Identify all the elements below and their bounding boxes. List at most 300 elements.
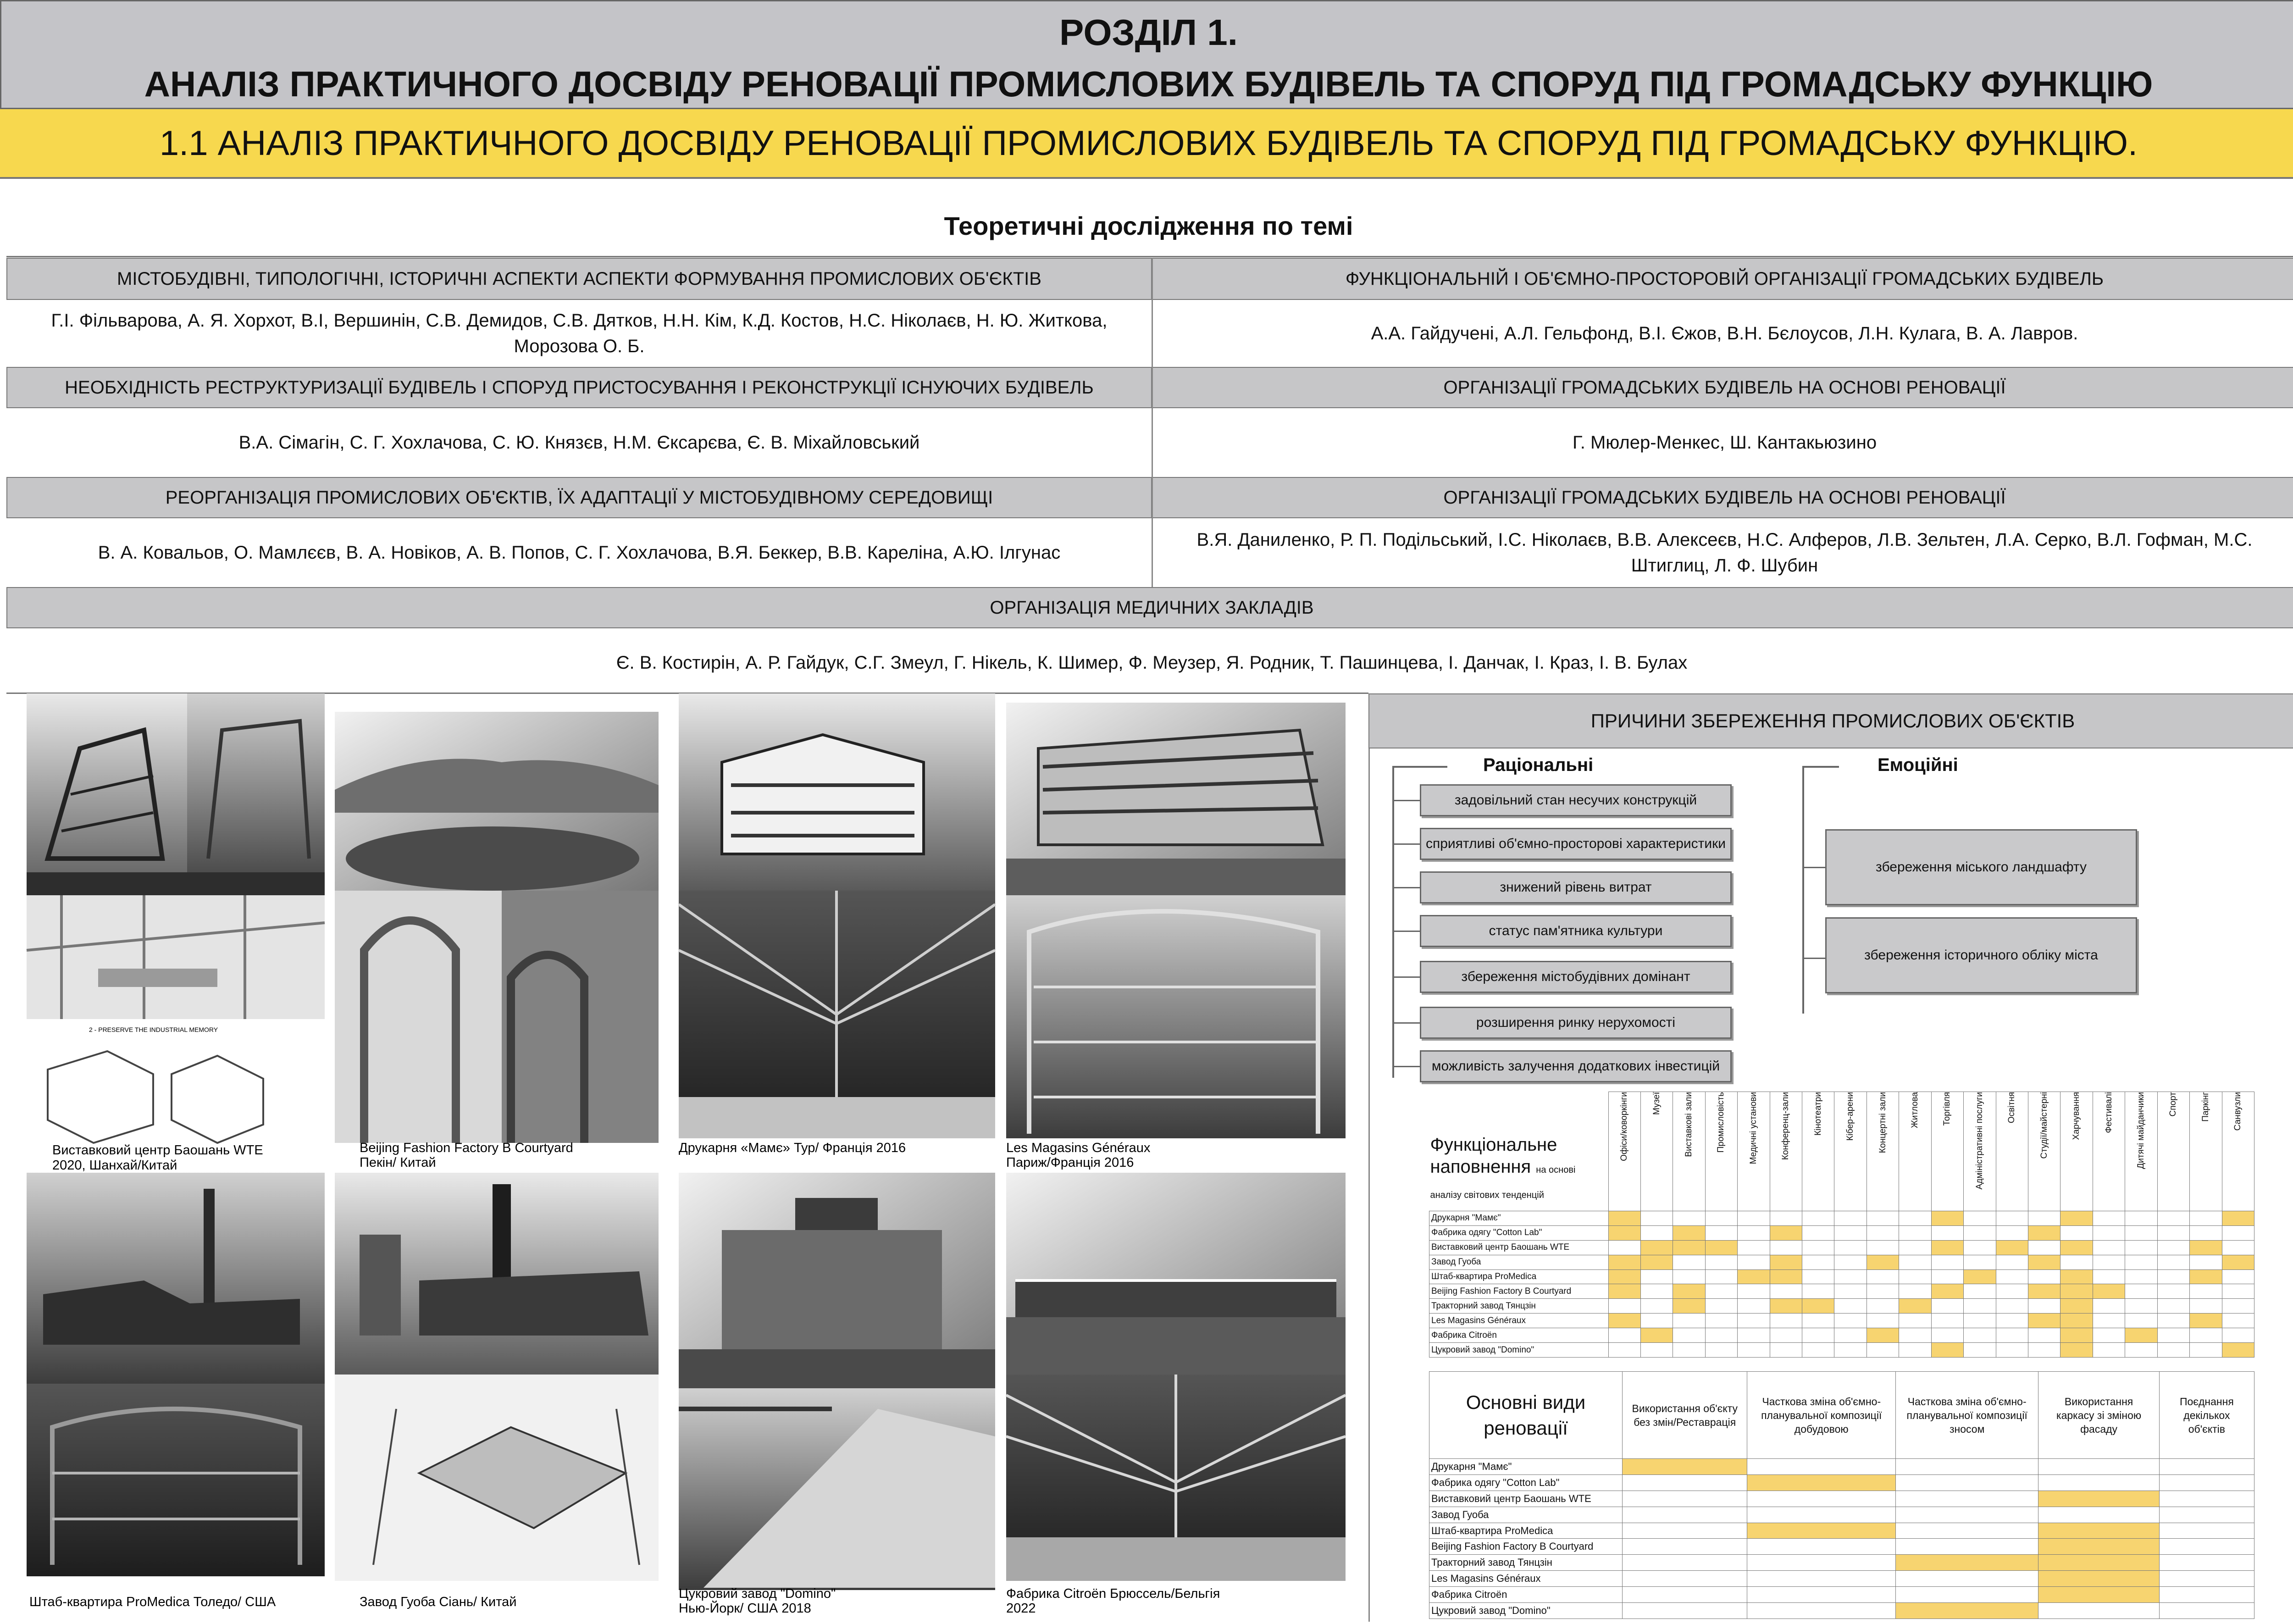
renovation-cell — [1895, 1571, 2038, 1587]
functional-cell — [1802, 1255, 1834, 1269]
rational-reason: статус пам'ятника культури — [1420, 915, 1732, 947]
functional-column-header: Офіси/коворкінги — [1608, 1092, 1640, 1211]
renovation-column-header: Часткова зміна об'ємно-планувальної композиції добудовою — [1747, 1372, 1895, 1459]
functional-cell — [1834, 1284, 1867, 1299]
functional-cell — [1738, 1284, 1770, 1299]
functional-table — [1429, 1092, 2254, 1358]
functional-cell — [1608, 1240, 1640, 1255]
renovation-table-row — [1429, 1459, 2254, 1475]
functional-cell — [2093, 1269, 2125, 1284]
functional-cell — [1964, 1211, 1996, 1226]
theory-r3-right-heading: ОРГАНІЗАЦІЇ ГРОМАДСЬКИХ БУДІВЕЛЬ НА ОСНОВІ РЕНОВАЦІЇ — [1152, 477, 2293, 518]
renovation-table-row — [1429, 1603, 2254, 1619]
functional-cell — [1834, 1240, 1867, 1255]
functional-cell-marked — [1867, 1328, 1899, 1343]
renovation-table-title: Основні види реновації — [1429, 1372, 1623, 1459]
functional-cell — [2157, 1314, 2189, 1328]
functional-cell — [2028, 1269, 2060, 1284]
caption-citroen-line1: Фабрика Citroën Брюссель/Бельгія — [1006, 1586, 1220, 1601]
renovation-table-row — [1429, 1571, 2254, 1587]
caption-domino-line2: Нью-Йорк/ США 2018 — [679, 1601, 811, 1616]
theory-r1-right-heading: ФУНКЦІОНАЛЬНІЙ І ОБ'ЄМНО-ПРОСТОРОВІЙ ОРГАНІЗАЦІЇ ГРОМАДСЬКИХ БУДІВЕЛЬ — [1152, 258, 2293, 300]
renovation-cell — [2159, 1539, 2254, 1555]
functional-row-label: Виставковий центр Баошань WTE — [1429, 1240, 1609, 1255]
functional-cell — [2028, 1328, 2060, 1343]
rational-reason: розширення ринку нерухомості — [1420, 1007, 1732, 1039]
functional-column-header: Дитячі майданчики — [2125, 1092, 2157, 1211]
functional-cell-marked — [1640, 1255, 1673, 1269]
functional-cell-marked — [1608, 1225, 1640, 1240]
functional-table-row — [1429, 1240, 2254, 1255]
functional-cell — [1738, 1328, 1770, 1343]
renovation-cell — [1895, 1587, 2038, 1603]
renovation-cell — [2159, 1474, 2254, 1491]
rational-connector — [1392, 1066, 1420, 1067]
functional-cell — [1834, 1225, 1867, 1240]
functional-cell-marked — [1608, 1269, 1640, 1284]
functional-row-label: Фабрика одягу "Cotton Lab" — [1429, 1225, 1609, 1240]
functional-cell — [2125, 1240, 2157, 1255]
renovation-cell-marked — [2038, 1587, 2159, 1603]
functional-cell — [1834, 1314, 1867, 1328]
rational-connector — [1392, 931, 1420, 932]
functional-cell — [1673, 1314, 1705, 1328]
functional-row-label: Штаб-квартира ProMedica — [1429, 1269, 1609, 1284]
functional-cell — [1996, 1284, 2028, 1299]
functional-column-header: Адміністративні послуги — [1964, 1092, 1996, 1211]
renovation-cell — [1895, 1539, 2038, 1555]
functional-cell — [1931, 1314, 1963, 1328]
renovation-cell — [1895, 1523, 2038, 1539]
emotional-branch-line — [1802, 766, 1804, 1014]
renovation-cell-marked — [2038, 1571, 2159, 1587]
functional-cell — [1802, 1240, 1834, 1255]
renovation-cell — [2038, 1474, 2159, 1491]
renovation-table-row — [1429, 1539, 2254, 1555]
functional-cell — [1705, 1225, 1737, 1240]
functional-cell — [1867, 1211, 1899, 1226]
functional-table-row — [1429, 1343, 2254, 1358]
functional-cell — [1770, 1343, 1802, 1358]
functional-cell — [1931, 1299, 1963, 1314]
functional-cell — [1705, 1255, 1737, 1269]
theory-r2-right-heading: ОРГАНІЗАЦІЇ ГРОМАДСЬКИХ БУДІВЕЛЬ НА ОСНОВІ РЕНОВАЦІЇ — [1152, 367, 2293, 408]
functional-cell — [1738, 1225, 1770, 1240]
renovation-column-header: Часткова зміна об'ємно-планувальної композиції зносом — [1895, 1372, 2038, 1459]
functional-cell — [2157, 1240, 2189, 1255]
functional-cell — [1899, 1284, 1931, 1299]
functional-cell-marked — [1931, 1284, 1963, 1299]
functional-cell-marked — [1705, 1240, 1737, 1255]
renovation-cell — [2159, 1555, 2254, 1571]
functional-cell-marked — [2028, 1284, 2060, 1299]
functional-column-header: Житлова — [1899, 1092, 1931, 1211]
emotional-reason: збереження історичного обліку міста — [1825, 917, 2137, 993]
renovation-row-label: Штаб-квартира ProMedica — [1429, 1523, 1623, 1539]
functional-cell — [1899, 1269, 1931, 1284]
functional-cell — [2157, 1343, 2189, 1358]
functional-cell — [1899, 1211, 1931, 1226]
renovation-row-label: Цукровий завод "Domino" — [1429, 1603, 1623, 1619]
theory-r4-authors: Є. В. Костирін, А. Р. Гайдук, С.Г. Змеул, Г. Нікель, К. Шимер, Ф. Меузер, Я. Родник, Т. Пашинцева, І. Данчак, І. Краз, І. В. Булах — [616, 653, 1688, 673]
renovation-cell-marked — [1623, 1459, 1747, 1475]
functional-cell — [2060, 1225, 2093, 1240]
functional-cell-marked — [2222, 1211, 2254, 1226]
photo-magasins-generaux — [1006, 703, 1346, 1138]
renovation-cell — [1747, 1555, 1895, 1571]
functional-row-label: Завод Гуоба — [1429, 1255, 1609, 1269]
theory-r3-left-heading: РЕОРГАНІЗАЦІЯ ПРОМИСЛОВИХ ОБ'ЄКТІВ, ЇХ АДАПТАЦІЇ У МІСТОБУДІВНОМУ СЕРЕДОВИЩІ — [6, 477, 1152, 518]
functional-cell — [1931, 1328, 1963, 1343]
renovation-cell — [1623, 1474, 1747, 1491]
rational-branch-cap — [1392, 766, 1447, 768]
renovation-cell — [1623, 1491, 1747, 1507]
functional-cell — [1738, 1211, 1770, 1226]
functional-cell — [1738, 1343, 1770, 1358]
photo-mame-printing-house — [679, 693, 995, 1138]
functional-cell — [1705, 1314, 1737, 1328]
functional-cell — [2028, 1240, 2060, 1255]
theory-r1-left-heading: МІСТОБУДІВНІ, ТИПОЛОГІЧНІ, ІСТОРИЧНІ АСПЕКТИ АСПЕКТИ ФОРМУВАННЯ ПРОМИСЛОВИХ ОБ'ЄКТІВ — [6, 258, 1152, 300]
functional-cell — [2125, 1211, 2157, 1226]
functional-cell — [1640, 1269, 1673, 1284]
functional-row-label: Друкарня "Мамє" — [1429, 1211, 1609, 1226]
functional-cell — [2093, 1240, 2125, 1255]
functional-cell — [2190, 1343, 2222, 1358]
renovation-row-label: Друкарня "Мамє" — [1429, 1459, 1623, 1475]
functional-column-header: Паркінг — [2190, 1092, 2222, 1211]
functional-cell — [2157, 1211, 2189, 1226]
functional-cell-marked — [2028, 1314, 2060, 1328]
renovation-row-label: Фабрика Citroën — [1429, 1587, 1623, 1603]
photo-gallery — [6, 693, 1368, 1622]
functional-cell-marked — [2060, 1284, 2093, 1299]
photo-promedica — [27, 1173, 325, 1576]
functional-cell-marked — [1770, 1255, 1802, 1269]
renovation-cell — [2159, 1603, 2254, 1619]
functional-cell — [1964, 1225, 1996, 1240]
functional-cell-marked — [1608, 1255, 1640, 1269]
caption-magasins-line2: Париж/Франція 2016 — [1006, 1155, 1134, 1170]
functional-table-row — [1429, 1211, 2254, 1226]
functional-cell-marked — [2125, 1328, 2157, 1343]
functional-cell-marked — [1673, 1299, 1705, 1314]
rational-reason: задовільний стан несучих конструкцій — [1420, 784, 1732, 816]
renovation-cell-marked — [1747, 1474, 1895, 1491]
functional-column-header: Медичні установи — [1738, 1092, 1770, 1211]
functional-cell-marked — [2060, 1211, 2093, 1226]
photo-baoshan-interior — [27, 895, 325, 1019]
functional-cell-marked — [1673, 1284, 1705, 1299]
functional-cell — [2093, 1299, 2125, 1314]
functional-cell — [1931, 1255, 1963, 1269]
functional-cell-marked — [2060, 1269, 2093, 1284]
emotional-connector — [1802, 958, 1825, 959]
renovation-row-label: Les Magasins Généraux — [1429, 1571, 1623, 1587]
functional-table-row — [1429, 1269, 2254, 1284]
functional-cell — [1640, 1225, 1673, 1240]
functional-cell — [1770, 1314, 1802, 1328]
functional-cell — [2125, 1255, 2157, 1269]
functional-cell — [1802, 1225, 1834, 1240]
functional-cell-marked — [1996, 1240, 2028, 1255]
functional-column-header: Фестивалі — [2093, 1092, 2125, 1211]
renovation-cell-marked — [1895, 1555, 2038, 1571]
renovation-cell — [1623, 1507, 1747, 1523]
renovation-cell-marked — [2038, 1555, 2159, 1571]
functional-cell — [2093, 1343, 2125, 1358]
functional-cell — [2028, 1343, 2060, 1358]
theory-r2-right-authors: Г. Мюлер-Менкес, Ш. Кантакьюзино — [1572, 432, 1877, 453]
functional-cell-marked — [1899, 1299, 1931, 1314]
functional-cell — [1770, 1284, 1802, 1299]
functional-cell — [2190, 1284, 2222, 1299]
renovation-column-header: Використання об'єкту без змін/Реставрація — [1623, 1372, 1747, 1459]
renovation-table-row — [1429, 1491, 2254, 1507]
functional-cell — [1867, 1343, 1899, 1358]
functional-cell — [2222, 1328, 2254, 1343]
functional-cell — [2222, 1269, 2254, 1284]
functional-cell — [2190, 1328, 2222, 1343]
caption-baoshan-line1: Виставковий центр Баошань WTE — [52, 1143, 263, 1158]
section-header — [0, 0, 2293, 109]
functional-table-title — [1429, 1092, 1609, 1211]
functional-cell — [1673, 1211, 1705, 1226]
renovation-table-row — [1429, 1587, 2254, 1603]
functional-cell-marked — [1640, 1328, 1673, 1343]
functional-cell — [1964, 1343, 1996, 1358]
functional-column-header: Студії/майстерні — [2028, 1092, 2060, 1211]
functional-cell — [2190, 1255, 2222, 1269]
functional-cell-marked — [2222, 1343, 2254, 1358]
functional-cell-marked — [1640, 1240, 1673, 1255]
renovation-cell — [1747, 1459, 1895, 1475]
caption-baoshan-line2: 2020, Шанхай/Китай — [52, 1158, 177, 1173]
theory-column-divider — [1152, 258, 1153, 587]
renovation-row-label: Тракторний завод Тянцзін — [1429, 1555, 1623, 1571]
renovation-cell — [1895, 1474, 2038, 1491]
functional-cell — [2222, 1225, 2254, 1240]
functional-column-header: Музеї — [1640, 1092, 1673, 1211]
renovation-cell — [2038, 1507, 2159, 1523]
functional-cell — [1738, 1255, 1770, 1269]
renovation-cell — [2159, 1587, 2254, 1603]
renovation-table-row — [1429, 1507, 2254, 1523]
theory-r3-left-authors: В. А. Ковальов, О. Мамлєєв, В. А. Новіков, А. В. Попов, С. Г. Хохлачова, В.Я. Беккер, В.В. Кареліна, А.Ю. Ілгунас — [98, 543, 1061, 563]
functional-cell — [1996, 1328, 2028, 1343]
functional-cell — [2093, 1328, 2125, 1343]
renovation-cell — [1623, 1555, 1747, 1571]
theory-r2-left-heading: НЕОБХІДНІСТЬ РЕСТРУКТУРИЗАЦІЇ БУДІВЕЛЬ І СПОРУД ПРИСТОСУВАННЯ І РЕКОНСТРУКЦІЇ ІСНУЮЧИХ БУДІВЕЛЬ — [6, 367, 1152, 408]
reasons-title: ПРИЧИНИ ЗБЕРЕЖЕННЯ ПРОМИСЛОВИХ ОБ'ЄКТІВ — [1368, 693, 2293, 748]
emotional-branch-cap — [1802, 766, 1839, 768]
renovation-cell — [2038, 1603, 2159, 1619]
functional-cell — [1608, 1299, 1640, 1314]
caption-promedica: Штаб-квартира ProMedica Толедо/ США — [29, 1595, 276, 1609]
functional-cell — [2157, 1284, 2189, 1299]
functional-cell — [1931, 1225, 1963, 1240]
functional-cell — [1867, 1284, 1899, 1299]
functional-cell-marked — [1931, 1240, 1963, 1255]
functional-cell — [1673, 1255, 1705, 1269]
emotional-connector — [1802, 867, 1825, 868]
functional-cell — [2190, 1225, 2222, 1240]
photo-citroen-factory — [1006, 1173, 1346, 1581]
renovation-table-row — [1429, 1474, 2254, 1491]
rational-connector — [1392, 1022, 1420, 1024]
theory-r1-right-authors: А.А. Гайдучені, А.Л. Гельфонд, В.І. Єжов, В.Н. Бєлоусов, Л.Н. Кулага, В. А. Лавров. — [1371, 323, 2078, 344]
functional-cell — [1770, 1328, 1802, 1343]
functional-cell-marked — [1770, 1269, 1802, 1284]
functional-row-label: Тракторний завод Тянцзін — [1429, 1299, 1609, 1314]
functional-cell — [1964, 1255, 1996, 1269]
renovation-cell-marked — [2038, 1539, 2159, 1555]
functional-cell — [1867, 1299, 1899, 1314]
theory-r4-heading: ОРГАНІЗАЦІЯ МЕДИЧНИХ ЗАКЛАДІВ — [6, 587, 2293, 628]
rational-branch-line — [1392, 766, 1394, 1078]
section-number: РОЗДІЛ 1. — [1059, 12, 1238, 53]
functional-cell-marked — [2190, 1314, 2222, 1328]
renovation-cell-marked — [2038, 1523, 2159, 1539]
rational-label: Раціональні — [1483, 755, 1594, 775]
rational-reason: збереження містобудівних домінант — [1420, 961, 1732, 993]
functional-cell — [1705, 1328, 1737, 1343]
renovation-cell — [1747, 1491, 1895, 1507]
functional-cell — [1640, 1314, 1673, 1328]
functional-cell — [1640, 1299, 1673, 1314]
renovation-cell — [1747, 1603, 1895, 1619]
functional-cell — [1996, 1211, 2028, 1226]
functional-cell-marked — [1673, 1225, 1705, 1240]
subsection-title: 1.1 АНАЛІЗ ПРАКТИЧНОГО ДОСВІДУ РЕНОВАЦІЇ ПРОМИСЛОВИХ БУДІВЕЛЬ ТА СПОРУД ПІД ГРОМАДСЬКУ ФУНКЦІЮ. — [0, 109, 2293, 179]
functional-table-row — [1429, 1284, 2254, 1299]
rational-reason: знижений рівень витрат — [1420, 871, 1732, 903]
caption-citroen-line2: 2022 — [1006, 1601, 1036, 1616]
functional-cell-marked — [2060, 1328, 2093, 1343]
functional-row-label: Цукровий завод "Domino" — [1429, 1343, 1609, 1358]
rational-connector — [1392, 976, 1420, 978]
functional-cell — [1964, 1284, 1996, 1299]
renovation-table-row — [1429, 1555, 2254, 1571]
functional-cell — [1996, 1314, 2028, 1328]
functional-cell — [1867, 1314, 1899, 1328]
rational-connector — [1392, 887, 1420, 888]
theory-r3-right-authors: В.Я. Даниленко, Р. П. Подільський, І.С. Ніколаєв, В.В. Алексеєв, Н.С. Алферов, Л.В. Зельтен, Л.А. Серко, В.Л. Гофман, М.С. Штиглиц, Л. Ф. Шубин — [1196, 530, 2253, 576]
functional-table-row — [1429, 1299, 2254, 1314]
functional-cell — [1996, 1299, 2028, 1314]
renovation-row-label: Фабрика одягу "Cotton Lab" — [1429, 1474, 1623, 1491]
functional-cell — [2093, 1211, 2125, 1226]
functional-cell — [2093, 1225, 2125, 1240]
theory-title: Теоретичні дослідження по темі — [944, 211, 1353, 240]
functional-cell — [2222, 1314, 2254, 1328]
renovation-column-header: Поєднання декількох об'єктів — [2159, 1372, 2254, 1459]
renovation-cell — [2159, 1459, 2254, 1475]
renovation-column-header: Використання каркасу зі зміною фасаду — [2038, 1372, 2159, 1459]
theory-r1-left-authors: Г.І. Фільварова, А. Я. Хорхот, В.І, Вершинін, С.В. Демидов, С.В. Дятков, Н.Н. Кім, К.Д. Костов, Н.С. Ніколаєв, Н. Ю. Житкова, Морозова О. Б. — [51, 310, 1108, 356]
functional-cell — [1899, 1225, 1931, 1240]
functional-cell — [2125, 1343, 2157, 1358]
functional-cell — [1738, 1314, 1770, 1328]
functional-cell — [2125, 1225, 2157, 1240]
functional-cell-marked — [1802, 1299, 1834, 1314]
renovation-cell — [2159, 1507, 2254, 1523]
functional-cell — [2157, 1225, 2189, 1240]
functional-cell — [1964, 1299, 1996, 1314]
functional-cell — [1899, 1255, 1931, 1269]
functional-cell — [1834, 1255, 1867, 1269]
functional-cell — [1899, 1314, 1931, 1328]
functional-cell-marked — [1770, 1225, 1802, 1240]
functional-cell — [1705, 1211, 1737, 1226]
functional-cell — [2190, 1211, 2222, 1226]
theory-top-rule — [6, 256, 2293, 257]
renovation-cell — [1623, 1603, 1747, 1619]
functional-cell — [1673, 1328, 1705, 1343]
functional-cell-marked — [2060, 1314, 2093, 1328]
emotional-reason: збереження міського ландшафту — [1825, 829, 2137, 905]
functional-title-note: на основі аналізу світових тенденцій — [1430, 1165, 1576, 1200]
functional-cell — [1802, 1328, 1834, 1343]
rational-reason: сприятливі об'ємно-просторові характеристики — [1420, 828, 1732, 860]
functional-cell — [1673, 1269, 1705, 1284]
functional-column-header: Промисловість — [1705, 1092, 1737, 1211]
renovation-cell — [1747, 1539, 1895, 1555]
functional-cell — [2222, 1299, 2254, 1314]
renovation-table — [1429, 1371, 2254, 1619]
functional-cell-marked — [1931, 1211, 1963, 1226]
rational-reason: можливість залучення додаткових інвестицій — [1420, 1050, 1732, 1082]
functional-column-header: Кінотеатри — [1802, 1092, 1834, 1211]
functional-cell — [1996, 1269, 2028, 1284]
functional-cell — [2190, 1299, 2222, 1314]
functional-cell-marked — [2190, 1240, 2222, 1255]
renovation-cell — [2159, 1491, 2254, 1507]
caption-domino-line1: Цукровий завод "Domino" — [679, 1586, 836, 1601]
photo-domino-sugar — [679, 1173, 995, 1590]
functional-cell — [1834, 1269, 1867, 1284]
functional-cell — [1802, 1284, 1834, 1299]
functional-column-header: Освітня — [1996, 1092, 2028, 1211]
functional-cell — [1996, 1255, 2028, 1269]
functional-row-label: Les Magasins Généraux — [1429, 1314, 1609, 1328]
functional-cell — [1964, 1328, 1996, 1343]
renovation-cell — [1747, 1587, 1895, 1603]
functional-cell-marked — [1770, 1299, 1802, 1314]
functional-cell-marked — [1673, 1240, 1705, 1255]
functional-cell — [2157, 1269, 2189, 1284]
photo-baoshan-exterior — [27, 693, 325, 895]
inset-caption: 2 - PRESERVE THE INDUSTRIAL MEMORY — [89, 1026, 218, 1033]
functional-column-header: Спорт — [2157, 1092, 2189, 1211]
functional-cell — [2125, 1299, 2157, 1314]
functional-cell — [2222, 1240, 2254, 1255]
renovation-cell — [1747, 1571, 1895, 1587]
functional-cell-marked — [2028, 1255, 2060, 1269]
functional-cell — [1867, 1240, 1899, 1255]
functional-cell — [1640, 1211, 1673, 1226]
functional-cell — [1867, 1269, 1899, 1284]
renovation-cell — [1623, 1571, 1747, 1587]
functional-cell — [2222, 1284, 2254, 1299]
functional-cell-marked — [1738, 1269, 1770, 1284]
functional-cell — [1802, 1314, 1834, 1328]
renovation-row-label: Виставковий центр Баошань WTE — [1429, 1491, 1623, 1507]
renovation-cell-marked — [1747, 1523, 1895, 1539]
rational-connector — [1392, 843, 1420, 845]
gallery-photos — [6, 693, 1368, 1622]
functional-column-header: Харчування — [2060, 1092, 2093, 1211]
